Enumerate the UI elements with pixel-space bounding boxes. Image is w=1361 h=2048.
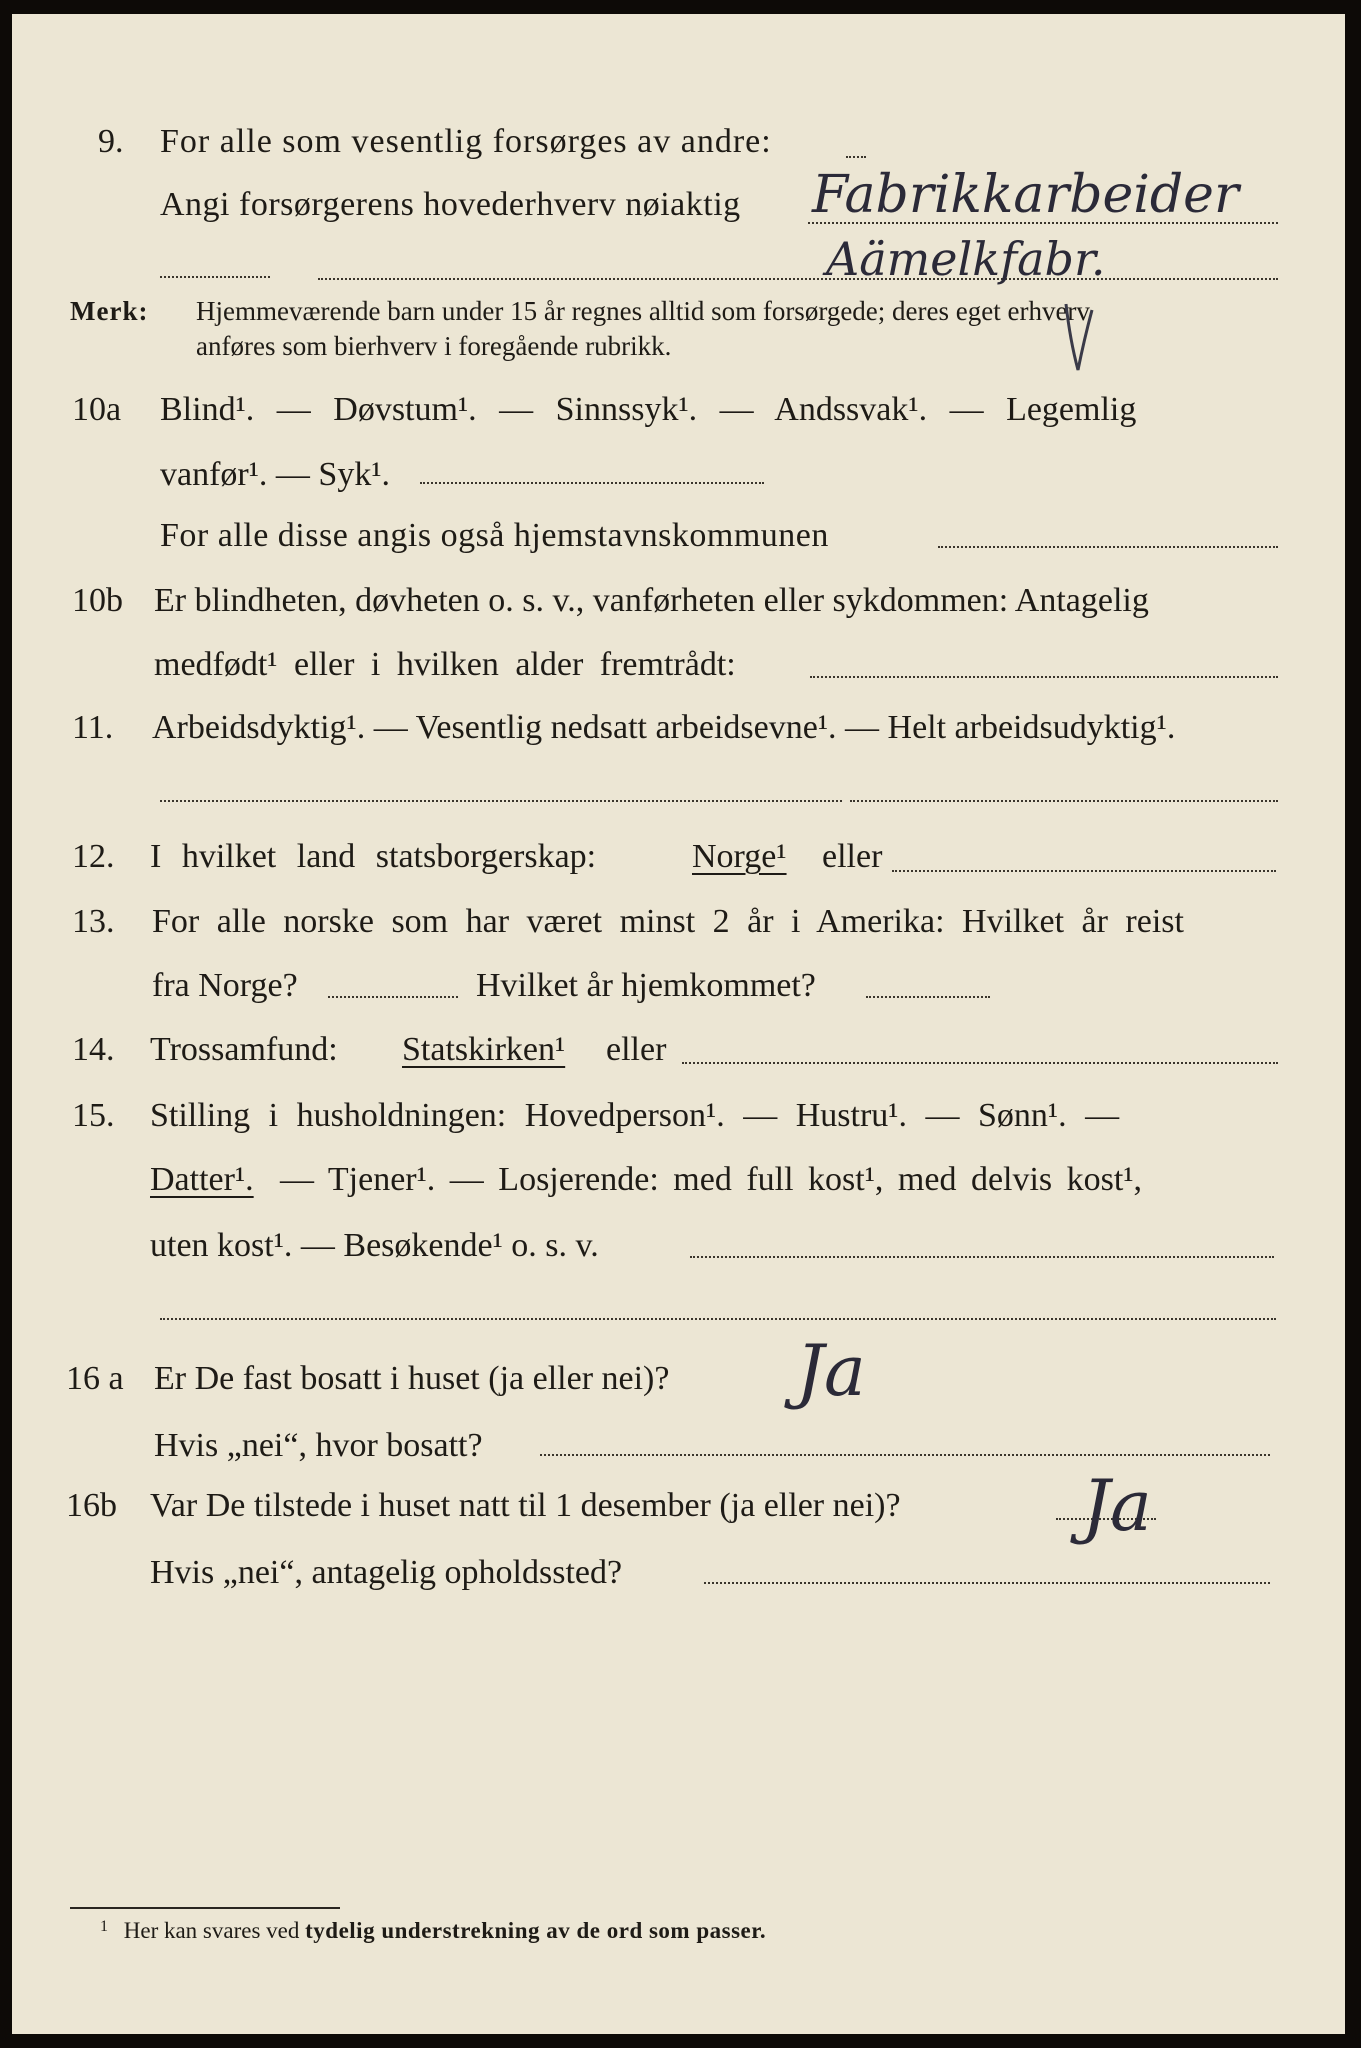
q13-line1: For alle norske som har været minst 2 år i Amerika: Hvilket år reist bbox=[152, 903, 1184, 940]
q11-number: 11. bbox=[72, 709, 114, 746]
scan-edge-right bbox=[1345, 0, 1361, 2048]
q16a-answer-handwriting: Ja bbox=[796, 1330, 866, 1412]
q12-eller: eller bbox=[822, 838, 883, 875]
footnote-plain-text: Her kan svares ved bbox=[123, 1918, 300, 1943]
q16b-answer-handwriting: Ja bbox=[1082, 1465, 1152, 1547]
q11-rule-a bbox=[160, 800, 842, 802]
scan-edge-left bbox=[0, 0, 12, 2048]
q13-line2a: fra Norge? bbox=[152, 967, 298, 1004]
merk-line2: anføres som bierhverv i foregående rubrikk. bbox=[196, 331, 672, 361]
q16a-line2: Hvis „nei“, hvor bosatt? bbox=[154, 1427, 483, 1464]
footnote-separator bbox=[70, 1907, 340, 1909]
footnote-mark: 1 bbox=[100, 1918, 108, 1935]
q16b-opholdssted-rule bbox=[704, 1582, 1270, 1584]
handwritten-check-mark bbox=[1060, 300, 1100, 380]
q10a-line3: For alle disse angis også hjemstavnskommunen bbox=[160, 517, 829, 554]
footnote-bold-text: tydelig understrekning av de ord som passer. bbox=[305, 1918, 767, 1943]
q10a-line2: vanfør¹. — Syk¹. bbox=[160, 456, 391, 493]
q10b-alder-rule bbox=[810, 676, 1278, 678]
q12-prefix: I hvilket land statsborgerskap: bbox=[150, 838, 597, 875]
q9-line1-rule bbox=[846, 156, 866, 158]
q15-line1: Stilling i husholdningen: Hovedperson¹. — Hustru¹. — Sønn¹. — bbox=[150, 1097, 1120, 1134]
q16b-line1: Var De tilstede i huset natt til 1 desember (ja eller nei)? bbox=[150, 1487, 901, 1524]
q11-line1: Arbeidsdyktig¹. — Vesentlig nedsatt arbeidsevne¹. — Helt arbeidsudyktig¹. bbox=[152, 709, 1176, 746]
q16a-number: 16 a bbox=[66, 1360, 124, 1397]
q11-rule-b bbox=[850, 800, 1278, 802]
q9-answer-rule-2b bbox=[318, 278, 1278, 280]
q14-eller: eller bbox=[606, 1031, 667, 1068]
q10a-number: 10a bbox=[72, 391, 122, 428]
q15-datter-underlined: Datter¹. bbox=[150, 1161, 254, 1198]
q16a-bosatt-rule bbox=[540, 1454, 1270, 1456]
merk-line1: Hjemmeværende barn under 15 år regnes alltid som forsørgede; deres eget erhverv bbox=[196, 296, 1090, 326]
q15-line3: uten kost¹. — Besøkende¹ o. s. v. bbox=[150, 1227, 599, 1264]
q15-osv-rule bbox=[690, 1256, 1274, 1258]
q15-number: 15. bbox=[72, 1097, 115, 1134]
q9-line2: Angi forsørgerens hovederhverv nøiaktig bbox=[160, 186, 741, 223]
q12-number: 12. bbox=[72, 838, 115, 875]
q10a-kommune-rule bbox=[938, 546, 1278, 548]
q15-line2-rest: — Tjener¹. — Losjerende: med full kost¹, med delvis kost¹, bbox=[280, 1161, 1143, 1198]
q15-extra-rule bbox=[160, 1318, 1276, 1320]
q14-number: 14. bbox=[72, 1031, 115, 1068]
merk-label: Merk: bbox=[70, 296, 149, 326]
q16b-line2: Hvis „nei“, antagelig opholdssted? bbox=[150, 1554, 623, 1591]
q9-answer-handwriting-2: Aämelkfabr. bbox=[826, 232, 1106, 286]
q10b-line1: Er blindheten, døvheten o. s. v., vanførheten eller sykdommen: Antagelig bbox=[154, 582, 1149, 619]
q12-norge-underlined: Norge¹ bbox=[692, 838, 787, 875]
scan-edge-bottom bbox=[0, 2034, 1361, 2048]
q12-eller-rule bbox=[892, 870, 1276, 872]
q14-statskirken-underlined: Statskirken¹ bbox=[402, 1031, 566, 1068]
footnote bbox=[100, 1918, 766, 1944]
q9-answer-rule-2a bbox=[160, 276, 270, 278]
q10a-syk-rule bbox=[420, 482, 764, 484]
q13-reist-rule bbox=[328, 996, 458, 998]
q10b-line2: medfødt¹ eller i hvilken alder fremtrådt: bbox=[154, 646, 736, 683]
q9-number: 9. bbox=[98, 123, 124, 160]
q9-answer-handwriting-1: Fabrikkarbeider bbox=[812, 165, 1239, 225]
q10a-line1: Blind¹. — Døvstum¹. — Sinnssyk¹. — Andssvak¹. — Legemlig bbox=[160, 391, 1137, 428]
scan-edge-top bbox=[0, 0, 1361, 14]
q9-line1: For alle som vesentlig forsørges av andre: bbox=[160, 123, 772, 160]
q14-prefix: Trossamfund: bbox=[150, 1031, 338, 1068]
q13-hjemkommet-rule bbox=[866, 996, 990, 998]
q10b-number: 10b bbox=[72, 582, 123, 619]
q14-eller-rule bbox=[682, 1062, 1278, 1064]
q13-line2b: Hvilket år hjemkommet? bbox=[476, 967, 816, 1004]
q16a-line1: Er De fast bosatt i huset (ja eller nei)? bbox=[154, 1360, 670, 1397]
q16b-number: 16b bbox=[66, 1487, 117, 1524]
q13-number: 13. bbox=[72, 903, 115, 940]
